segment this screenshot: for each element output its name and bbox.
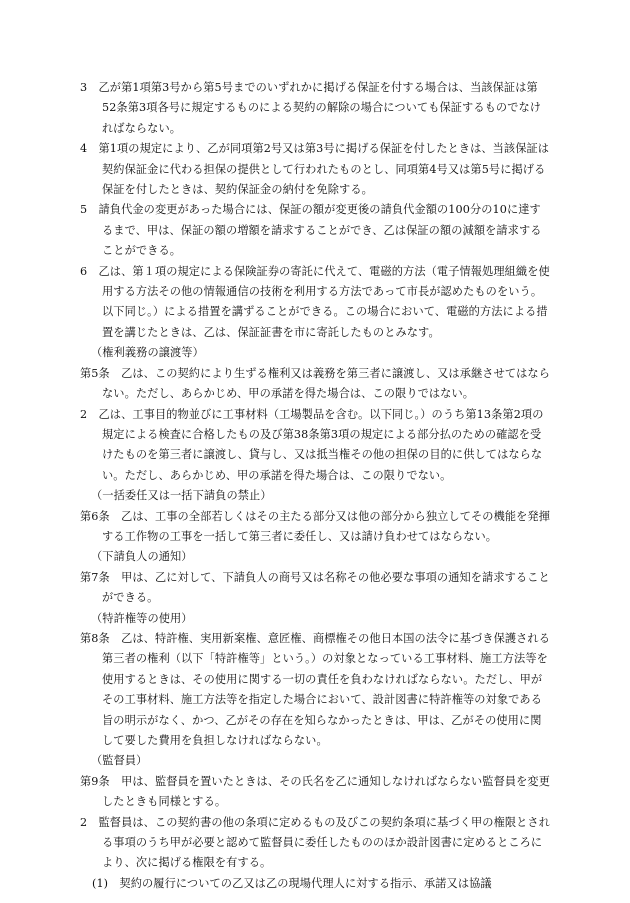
article-5: 第5条 乙は、この契約により生ずる権利又は義務を第三者に譲渡し、又は承継させてはならない。ただし、あらかじめ、甲の承諾を得た場合は、この限りではない。 (80, 366, 551, 401)
clause-paragraph-5: 5 請負代金の変更があった場合には、保証の額が変更後の請負代金額の100分の10に達するまで、甲は、保証の額の増額を請求することができ、乙は保証の額の減額を請求することができる。 (80, 203, 542, 258)
article-9-item-1: (1) 契約の履行についての乙又は乙の現場代理人に対する指示、承諾又は協議 (92, 876, 492, 890)
section-heading-supervisor: （監督員） (91, 754, 148, 768)
section-heading-subcontract-ban: （一括委任又は一括下請負の禁止） (91, 489, 272, 503)
clause-paragraph-4: 4 第1項の規定により、乙が同項第2号又は第3号に掲げる保証を付したときは、当該保証は契約保証金に代わる担保の提供として行われたものとし、同項第4号又は第5号に掲げる保証を付したときは、契約保証金の納付を免除する。 (80, 142, 550, 197)
document-body (80, 78, 550, 894)
article-8: 第8条 乙は、特許権、実用新案権、意匠権、商標権その他日本国の法令に基づき保護される第三者の権利（以下「特許権等」という。）の対象となっている工事材料、施工方法等を使用するときは、その使用に関する一切の責任を負わなければならない。ただし、甲がその工事材料、施工方法等を指定した場合において、設計図書に特許権等の対象である旨の明示がなく、かつ、乙がその存在を知らなかったときは、甲は、乙がその使用に関して要した費用を負担しなければならない。 (80, 631, 551, 747)
article-6: 第6条 乙は、工事の全部若しくはその主たる部分又は他の部分から独立してその機能を発揮する工作物の工事を一括して第三者に委任し、又は請け負わせてはならない。 (80, 509, 551, 543)
clause-paragraph-3: 3 乙が第1項第3号から第5号までのいずれかに掲げる保証を付する場合は、当該保証は第52条第3項各号に規定するものによる契約の解除の場合についても保証するものでなければならない。 (80, 81, 542, 135)
article-9-paragraph-2: 2 監督員は、この契約書の他の条項に定めるもの及びこの契約条項に基づく甲の権限とされる事項のうち甲が必要と認めて監督員に委任したもののほか設計図書に定めるところにより、次に掲げる権限を有する。 (80, 815, 551, 870)
section-heading-rights-transfer: （権利義務の譲渡等） (91, 346, 204, 360)
section-heading-subcontractor-notice: （下請負人の通知） (91, 550, 193, 564)
section-heading-patent-use: （特許権等の使用） (91, 611, 193, 625)
clause-paragraph-6: 6 乙は、第１項の規定による保険証券の寄託に代えて、電磁的方法（電子情報処理組織を使用する方法その他の情報通信の技術を利用する方法であって市長が認めたものをいう。以下同じ。）による措置を講ずることができる。この場合において、電磁的方法による措置を講じたときは、乙は、保証証書を市に寄託したものとみなす。 (80, 264, 550, 339)
article-5-paragraph-2: 2 乙は、工事目的物並びに工事材料（工場製品を含む。以下同じ。）のうち第13条第2項の規定による検査に合格したもの及び第38条第3項の規定による部分払のための確認を受けたものを第三者に譲渡し、貸与し、又は抵当権その他の担保の目的に供してはならない。ただし、あらかじめ、甲の承諾を得た場合は、この限りでない。 (80, 407, 544, 482)
article-9: 第9条 甲は、監督員を置いたときは、その氏名を乙に通知しなければならない監督員を変更したときも同様とする。 (80, 774, 551, 809)
article-7: 第7条 甲は、乙に対して、下請負人の商号又は名称その他必要な事項の通知を請求することができる。 (80, 570, 550, 605)
